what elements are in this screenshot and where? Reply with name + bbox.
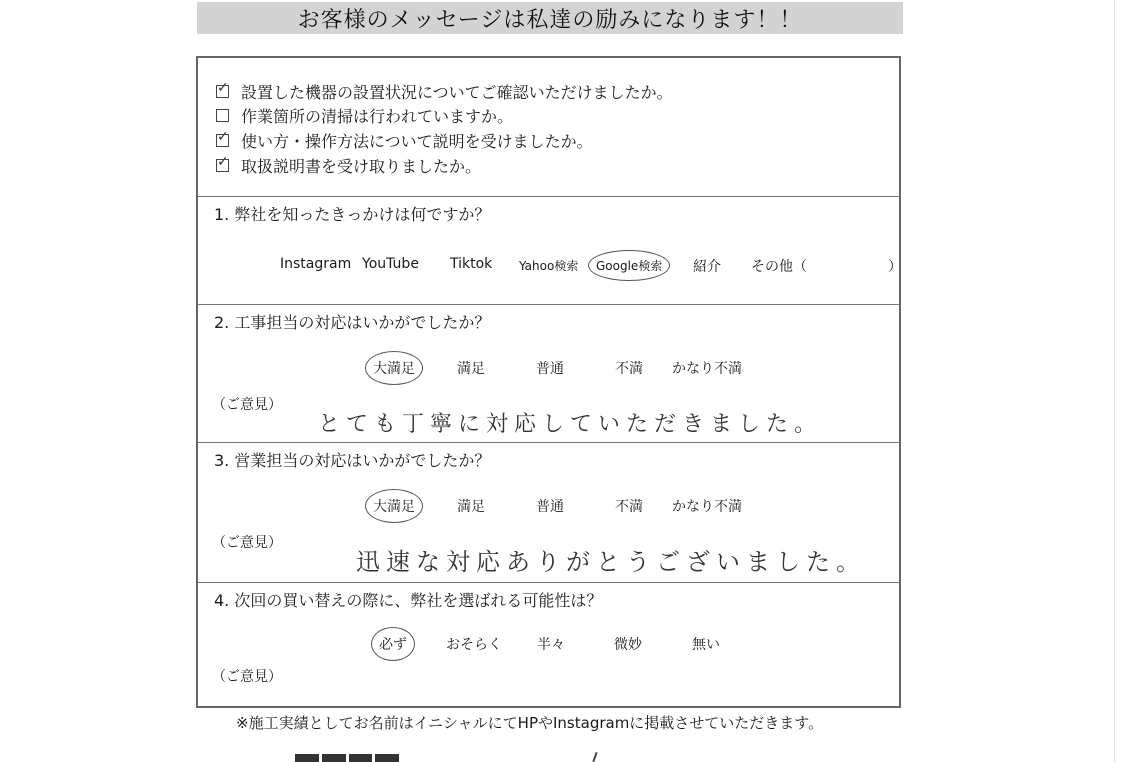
option-normal[interactable]: 普通 xyxy=(536,361,564,377)
option-instagram[interactable]: Instagram xyxy=(280,256,352,272)
option-very-dissatisfied[interactable]: かなり不満 xyxy=(672,361,742,377)
checklist-item-4[interactable] xyxy=(216,154,481,177)
option-doubtful[interactable]: 微妙 xyxy=(614,637,642,653)
cut-off-stamp xyxy=(295,754,399,762)
check-mark-icon: ✓ xyxy=(217,129,229,145)
handwritten-opinion: 迅速な対応ありがとうございました。 xyxy=(356,548,866,576)
scan-edge xyxy=(1114,0,1115,762)
option-tiktok[interactable]: Tiktok xyxy=(450,256,493,272)
opinion-label: （ご意見） xyxy=(212,535,282,551)
check-mark-icon: ✓ xyxy=(217,80,229,96)
checklist-label: 作業箇所の清掃は行われていますか。 xyxy=(241,107,514,126)
option-satisfied[interactable]: 満足 xyxy=(457,361,485,377)
option-dissatisfied[interactable]: 不満 xyxy=(615,361,643,377)
option-referral[interactable]: 紹介 xyxy=(693,259,721,275)
footer-note: ※施工実績としてお名前はイニシャルにてHPやInstagramに掲載させていただきます。 xyxy=(236,714,824,732)
option-definitely-selected[interactable]: 必ず xyxy=(379,634,407,654)
divider xyxy=(198,442,899,443)
handwritten-opinion: とても丁寧に対応していただきました。 xyxy=(318,412,823,437)
question-4: 4. 次回の買い替えの際に、弊社を選ばれる可能性は？ xyxy=(214,591,603,610)
question-1: 1. 弊社を知ったきっかけは何ですか？ xyxy=(214,205,491,224)
option-very-dissatisfied[interactable]: かなり不満 xyxy=(672,499,742,515)
divider xyxy=(198,196,899,197)
option-probably[interactable]: おそらく xyxy=(446,637,502,653)
option-satisfied[interactable]: 満足 xyxy=(457,499,485,515)
page-title xyxy=(197,2,903,34)
option-normal[interactable]: 普通 xyxy=(536,499,564,515)
option-very-satisfied-selected[interactable]: 大満足 xyxy=(373,358,415,378)
checklist-item-3[interactable] xyxy=(216,129,593,152)
question-2: 2. 工事担当の対応はいかがでしたか？ xyxy=(214,313,491,332)
checklist-label: 設置した機器の設置状況についてご確認いただけましたか。 xyxy=(241,83,673,102)
divider xyxy=(198,304,899,305)
checklist-label: 取扱説明書を受け取りましたか。 xyxy=(241,157,482,176)
checklist-item-2[interactable] xyxy=(216,104,513,127)
pen-mark xyxy=(592,752,597,762)
opinion-label: （ご意見） xyxy=(212,669,282,685)
checkbox-checked[interactable] xyxy=(216,129,229,147)
checkbox-checked[interactable] xyxy=(216,80,229,98)
checklist-label: 使い方・操作方法について説明を受けましたか。 xyxy=(241,132,593,151)
page-title-text: お客様のメッセージは私達の励みになります！！ xyxy=(297,7,803,33)
option-google-selected[interactable]: Google検索 xyxy=(596,259,663,273)
check-mark-icon: ✓ xyxy=(217,154,229,170)
opinion-label: （ご意見） xyxy=(212,397,282,413)
option-other-close: ） xyxy=(888,259,902,275)
option-dissatisfied[interactable]: 不満 xyxy=(615,499,643,515)
option-fifty-fifty[interactable]: 半々 xyxy=(537,637,565,653)
option-none[interactable]: 無い xyxy=(692,637,720,653)
option-very-satisfied-selected[interactable]: 大満足 xyxy=(373,496,415,516)
checklist-item-1[interactable] xyxy=(216,80,673,103)
option-yahoo[interactable]: Yahoo検索 xyxy=(519,259,579,273)
checkbox-checked[interactable] xyxy=(216,154,229,172)
checkbox-unchecked[interactable] xyxy=(216,109,229,122)
divider xyxy=(198,582,899,583)
survey-form xyxy=(196,56,901,708)
option-youtube[interactable]: YouTube xyxy=(362,256,419,272)
option-other[interactable]: その他（ xyxy=(751,259,807,275)
question-3: 3. 営業担当の対応はいかがでしたか？ xyxy=(214,451,491,470)
